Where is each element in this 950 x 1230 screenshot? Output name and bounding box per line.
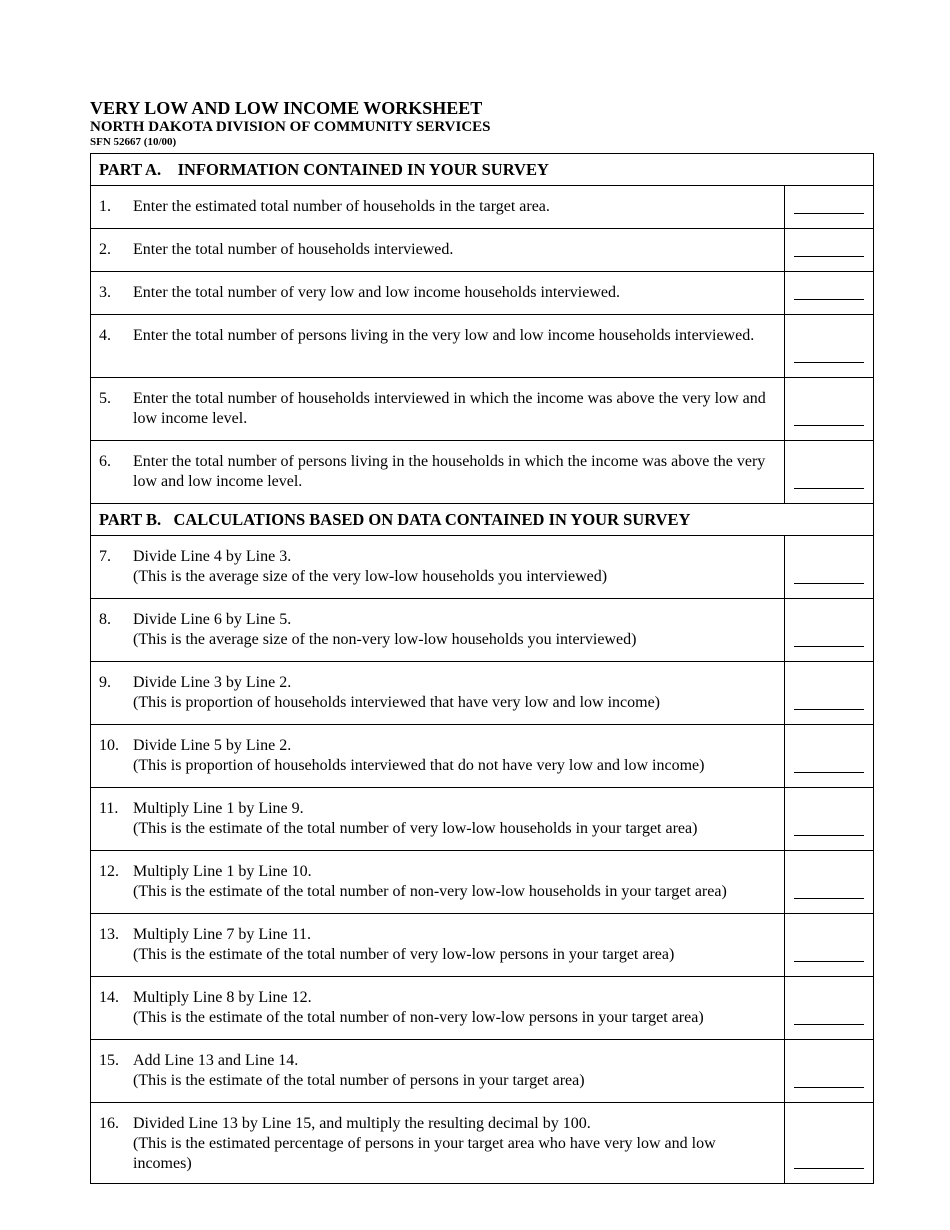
answer-blank[interactable]: [794, 213, 864, 214]
line-number: 1.: [99, 198, 111, 215]
line-note: (This is the estimate of the total number of very low-low households in your target area): [133, 820, 698, 837]
part-a-header-row: [91, 154, 874, 186]
answer-field-15[interactable]: [785, 1040, 874, 1103]
line-text: Multiply Line 1 by Line 9.: [133, 800, 304, 817]
answer-field-3[interactable]: [785, 272, 874, 315]
form-title: VERY LOW AND LOW INCOME WORKSHEET: [90, 98, 483, 118]
line-number: 4.: [99, 327, 111, 344]
answer-field-6[interactable]: [785, 441, 874, 504]
answer-blank[interactable]: [794, 709, 864, 710]
line-number: 6.: [99, 453, 111, 470]
line-number: 5.: [99, 390, 111, 407]
line-text: Enter the total number of persons living in the households in which the income was above the very low and low income level.: [133, 453, 766, 490]
answer-blank[interactable]: [794, 299, 864, 300]
answer-field-5[interactable]: [785, 378, 874, 441]
line-note: (This is the estimate of the total number of very low-low persons in your target area): [133, 946, 675, 963]
line-row-7: [91, 536, 874, 599]
line-number: 9.: [99, 674, 111, 691]
line-note: (This is the average size of the non-very low-low households you interviewed): [133, 631, 637, 648]
answer-field-9[interactable]: [785, 662, 874, 725]
line-row-10: [91, 725, 874, 788]
line-number: 15.: [99, 1052, 119, 1069]
line-text: Enter the estimated total number of households in the target area.: [133, 198, 550, 215]
line-number: 11.: [99, 800, 119, 817]
line-number: 14.: [99, 989, 119, 1006]
answer-blank[interactable]: [794, 772, 864, 773]
line-text: Enter the total number of very low and low income households interviewed.: [133, 284, 620, 301]
answer-blank[interactable]: [794, 256, 864, 257]
line-row-2: [91, 229, 874, 272]
line-row-9: [91, 662, 874, 725]
answer-field-11[interactable]: [785, 788, 874, 851]
line-text: Enter the total number of households interviewed.: [133, 241, 454, 258]
line-row-5: [91, 378, 874, 441]
answer-field-13[interactable]: [785, 914, 874, 977]
line-number: 2.: [99, 241, 111, 258]
line-text: Multiply Line 8 by Line 12.: [133, 989, 312, 1006]
answer-blank[interactable]: [794, 362, 864, 363]
line-row-13: [91, 914, 874, 977]
answer-field-8[interactable]: [785, 599, 874, 662]
answer-blank[interactable]: [794, 961, 864, 962]
answer-field-10[interactable]: [785, 725, 874, 788]
line-note: (This is proportion of households interviewed that have very low and low income): [133, 694, 660, 711]
worksheet-table: [90, 153, 874, 1184]
line-text: Enter the total number of persons living in the very low and low income households interviewed.: [133, 327, 755, 344]
line-text: Multiply Line 1 by Line 10.: [133, 863, 312, 880]
line-text: Divide Line 6 by Line 5.: [133, 611, 292, 628]
line-number: 7.: [99, 548, 111, 565]
part-b-heading: PART B. CALCULATIONS BASED ON DATA CONTAINED IN YOUR SURVEY: [91, 504, 874, 536]
line-text: Add Line 13 and Line 14.: [133, 1052, 299, 1069]
line-number: 12.: [99, 863, 119, 880]
line-note: (This is the estimate of the total number of persons in your target area): [133, 1072, 585, 1089]
line-text: Divided Line 13 by Line 15, and multiply the resulting decimal by 100.: [133, 1115, 591, 1132]
line-row-15: [91, 1040, 874, 1103]
answer-blank[interactable]: [794, 425, 864, 426]
answer-blank[interactable]: [794, 1168, 864, 1169]
line-note: (This is the average size of the very low-low households you interviewed): [133, 568, 608, 585]
line-row-12: [91, 851, 874, 914]
part-a-heading: PART A. INFORMATION CONTAINED IN YOUR SURVEY: [91, 154, 874, 186]
answer-field-1[interactable]: [785, 186, 874, 229]
line-number: 3.: [99, 284, 111, 301]
answer-field-16[interactable]: [785, 1103, 874, 1184]
line-row-6: [91, 441, 874, 504]
answer-blank[interactable]: [794, 1087, 864, 1088]
line-row-11: [91, 788, 874, 851]
line-text: Divide Line 4 by Line 3.: [133, 548, 292, 565]
line-number: 16.: [99, 1115, 119, 1132]
answer-blank[interactable]: [794, 898, 864, 899]
line-row-3: [91, 272, 874, 315]
line-text: Enter the total number of households interviewed in which the income was above the very low and low income level.: [133, 390, 766, 427]
line-row-14: [91, 977, 874, 1040]
line-text: Multiply Line 7 by Line 11.: [133, 926, 312, 943]
answer-blank[interactable]: [794, 646, 864, 647]
answer-blank[interactable]: [794, 1024, 864, 1025]
part-b-header-row: [91, 504, 874, 536]
line-note: (This is the estimate of the total number of non-very low-low persons in your target area): [133, 1009, 704, 1026]
line-number: 10.: [99, 737, 119, 754]
line-row-4: [91, 315, 874, 378]
answer-field-4[interactable]: [785, 315, 874, 378]
line-row-8: [91, 599, 874, 662]
answer-field-7[interactable]: [785, 536, 874, 599]
form-subtitle: NORTH DAKOTA DIVISION OF COMMUNITY SERVICES: [90, 119, 491, 135]
line-note: (This is proportion of households interviewed that do not have very low and low income): [133, 757, 705, 774]
line-row-1: [91, 186, 874, 229]
answer-field-12[interactable]: [785, 851, 874, 914]
line-text: Divide Line 5 by Line 2.: [133, 737, 292, 754]
answer-field-2[interactable]: [785, 229, 874, 272]
answer-blank[interactable]: [794, 583, 864, 584]
answer-field-14[interactable]: [785, 977, 874, 1040]
line-number: 13.: [99, 926, 119, 943]
answer-blank[interactable]: [794, 835, 864, 836]
line-text: Divide Line 3 by Line 2.: [133, 674, 292, 691]
form-number: SFN 52667 (10/00): [90, 136, 177, 148]
form-header: [90, 98, 491, 149]
line-note: (This is the estimated percentage of persons in your target area who have very low and low incomes): [133, 1135, 716, 1172]
line-note: (This is the estimate of the total number of non-very low-low households in your target area): [133, 883, 727, 900]
line-number: 8.: [99, 611, 111, 628]
answer-blank[interactable]: [794, 488, 864, 489]
line-row-16: [91, 1103, 874, 1184]
